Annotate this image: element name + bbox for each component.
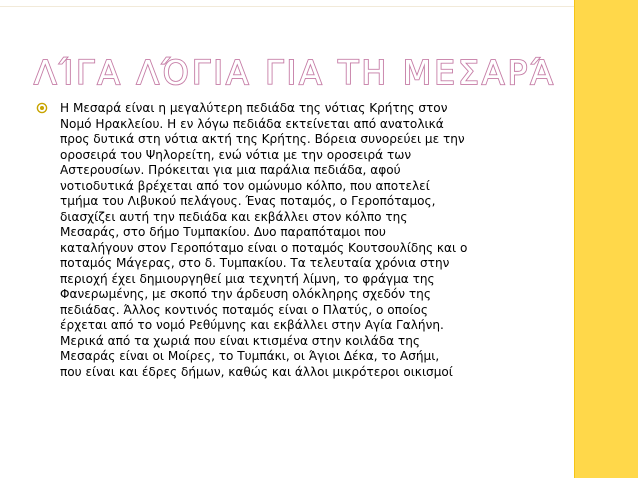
accent-side-bar	[574, 0, 638, 478]
accent-side-bar-edge	[574, 0, 575, 478]
paragraph-text: Η Μεσαρά είναι η μεγαλύτερη πεδιάδα της νότιας Κρήτης στον Νομό Ηρακλείου. Η εν λόγω πεδιάδα εκτείνεται από ανατολικά προς δυτικά στη νότια ακτή της Κρήτης. Βόρεια συνορεύει με την οροσειρά του Ψηλορείτη, ενώ νότια με την οροσειρά των Αστερουσίων. Πρόκειται για μια παράλια πεδιάδα, αφού νοτιοδυτικά βρέχεται από τον ομώνυμο κόλπο, που αποτελεί τμήμα του Λιβυκού πελάγους. Ένας ποταμός, ο Γεροπόταμος, διασχίζει αυτή την πεδιάδα και εκβάλλει στον κόλπο της Μεσαράς, στο δήμο Τυμπακίου. Δυο παραπόταμοι που καταλήγουν στον Γεροπόταμο είναι ο ποταμός Κουτσουλίδης και ο ποταμός Μάγερας, στο δ. Τυμπακίου. Τα τελευταία χρόνια στην περιοχή έχει δημιουργηθεί μια τεχνητή λίμνη, το φράγμα της Φανερωμένης, με σκοπό την άρδευση ολόκληρης σχεδόν της πεδιάδας. Άλλος κοντινός ποταμός είναι ο Πλατύς, ο οποίος έρχεται από το νομό Ρεθύμνης και εκβάλλει στην Αγία Γαλήνη. Μερικά από τα χωριά που είναι κτισμένα στην κοιλάδα της Μεσαράς είναι οι Μοίρες, το Τυμπάκι, οι Άγιοι Δέκα, το Ασήμι, που είναι και έδρες δήμων, καθώς και άλλοι μικρότεροι οικισμοί	[60, 101, 468, 379]
bullet-item	[36, 101, 566, 380]
slide-content	[36, 101, 566, 380]
slide-title: ΛΊΓΑ ΛΌΓΙΑ ΓΙΑ ΤΗ ΜΕΣΑΡΆ	[34, 53, 557, 92]
circle-dot-bullet-icon	[36, 102, 48, 114]
top-divider	[0, 6, 638, 7]
